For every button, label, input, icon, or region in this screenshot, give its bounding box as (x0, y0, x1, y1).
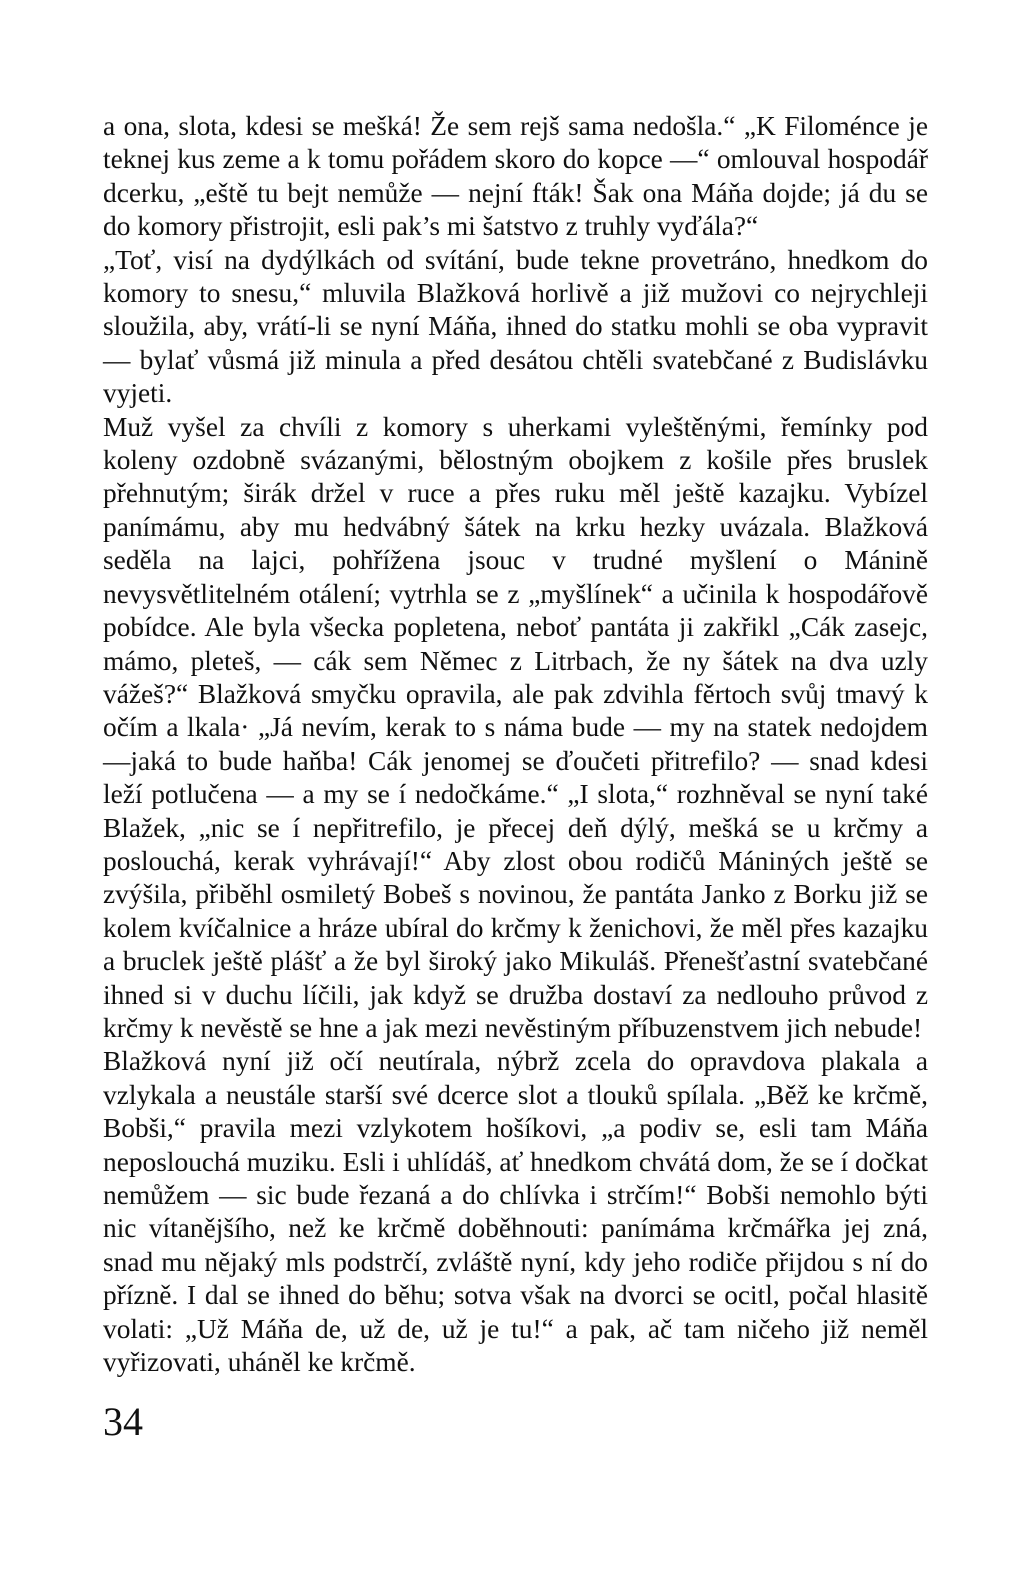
paragraph-4: Blažková nyní již očí neutírala, nýbrž zcela do opravdova plakala a vzlykala a neustále starší své dcerce slot a tlouků spílala. „Běž ke krčmě, Bobši,“ pravila mezi vzlykotem hošíkovi, „a podiv se, esli tam Máňa neposlouchá muziku. Esli i uhlídáš, ať hnedkom chvátá dom, že se í dočkat nemůžem — sic bude řezaná a do chlívka i strčím!“ Bobši nemohlo býti nic vítanějšího, než ke krčmě doběhnouti: panímáma krčmářka jej zná, snad mu nějaký mls podstrčí, zvláště nyní, kdy jeho rodiče přijdou s ní do přízně. I dal se ihned do běhu; sotva však na dvorci se ocitl, počal hlasitě volati: „Už Máňa de, už de, už je tu!“ a pak, ač tam ničeho již neměl vyřizovati, uháněl ke krčmě. (103, 1046, 928, 1378)
paragraph-2: „Toť, visí na dydýlkách od svítání, bude tekne provetráno, hnedkom do komory to snesu,“ mluvila Blažková horlivě a již mužovi co nejrychleji sloužila, aby, vrátí-li se nyní Máňa, ihned do statku mohli se oba vypravit — bylať vůsmá již minula a před desátou chtěli svatebčané z Budislávku vyjeti. (103, 244, 928, 409)
paragraph-3: Muž vyšel za chvíli z komory s uherkami vyleštěnými, řemínky pod koleny ozdobně svázanými, bělostným obojkem z košile přes bruslek přehnutým; širák držel v ruce a přes ruku měl ještě kazajku. Vybízel panímámu, aby mu hedvábný šátek na krku hezky uvázala. Blažková seděla na lajci, pohřížena jsouc v trudné myšlení o Mánině nevysvětlitelném otálení; vytrhla se z „myšlínek“ a učinila k hospodářově pobídce. Ale byla všecka popletena, neboť pantáta ji zakřikl „Cák zasejc, mámo, pleteš, — cák sem Němec z Litrbach, že ny šátek na dva uzly vážeš?“ Blažková smyčku opravila, ale pak zdvihla fěrtoch svůj tmavý k očím a lkala· „Já nevím, kerak to s náma bude — my na statek nedojdem —jaká to bude haňba! Cák jenomej se ďoučeti přitrefilo? — snad kdesi leží potlučena — a my se í nedočkáme.“ „I slota,“ rozhněval se nyní také Blažek, „nic se í nepřitrefilo, je přecej deň dýlý, mešká se u krčmy a poslouchá, kerak vyhrávají!“ Aby zlost obou rodičů Mániných ještě se zvýšila, přiběhl osmiletý Bobeš s novinou, že pantáta Janko z Borku již se kolem kvíčalnice a hráze ubíral do krčmy k ženichovi, že měl přes kazajku a bruclek ještě plášť a že byl široký jako Mikuláš. Přenešťastní svatebčané ihned si v duchu líčili, jak když se družba dostaví za nedlouho průvod z krčmy k nevěstě se hne a jak mezi nevěstiným příbuzenstvem jich nebude! (103, 411, 928, 1043)
paragraph-1: a ona, slota, kdesi se mešká! Že sem rejš sama nedošla.“ „K Filoménce je teknej kus zeme a k tomu pořádem skoro do kopce —“ omlouval hospodář dcerku, „eště tu bejt nemůže — nejní fták! Šak ona Máňa dojde; já du se do komory přistrojit, esli pak’s mi šatstvo z truhly vyďála?“ (103, 111, 928, 242)
page-number: 34 (103, 1399, 143, 1444)
page-body (103, 110, 928, 1379)
